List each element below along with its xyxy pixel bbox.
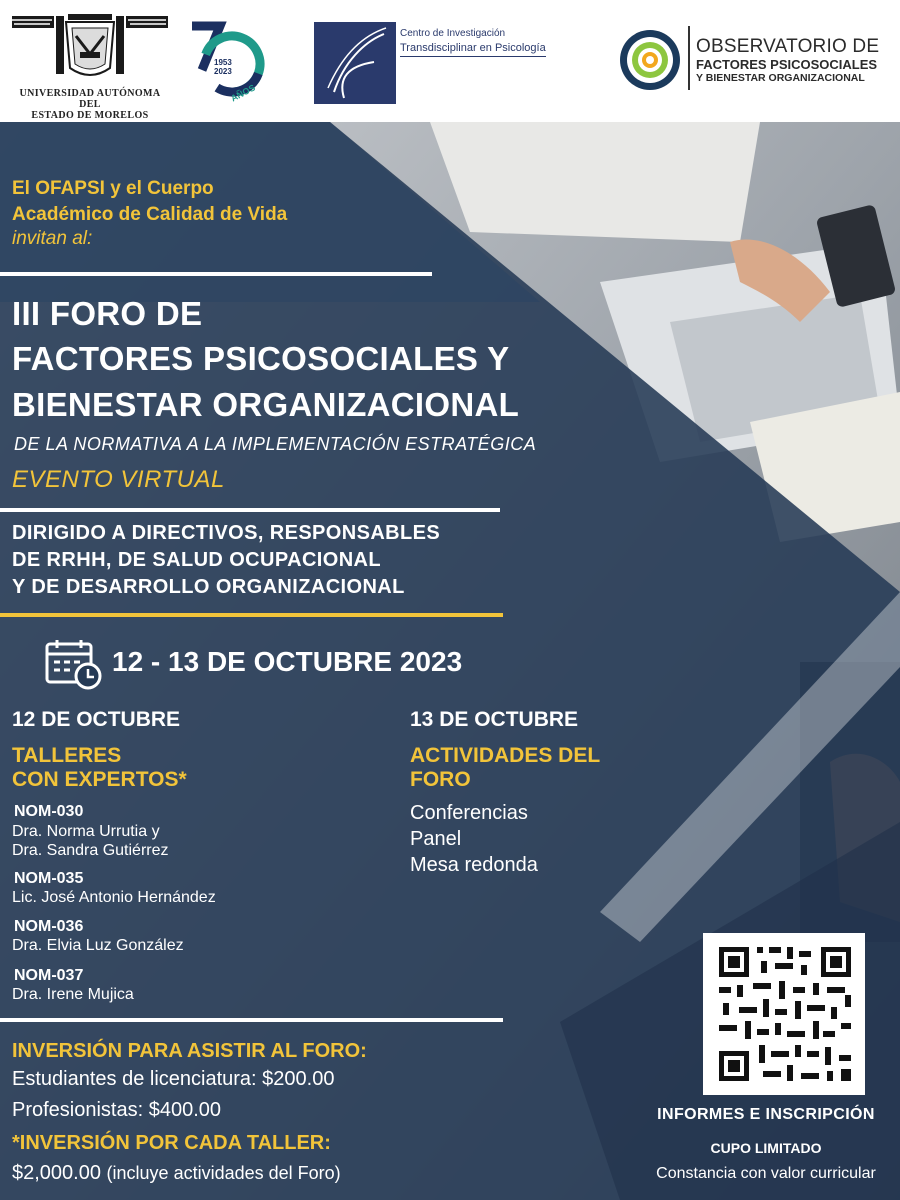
event-subtitle: DE LA NORMATIVA A LA IMPLEMENTACIÓN ESTRATÉGICA <box>14 434 537 454</box>
day1-heading-line1: TALLERES <box>12 744 122 767</box>
day2-heading <box>410 744 600 792</box>
qr-code[interactable] <box>703 933 865 1095</box>
citp-logo <box>314 22 584 104</box>
day2-heading-line1: ACTIVIDADES DEL <box>410 744 601 767</box>
workshop-code: NOM-036 <box>14 918 84 935</box>
citp-name-line2: Transdisciplinar en Psicología <box>400 42 546 57</box>
calendar-clock-icon <box>44 638 104 690</box>
workshop-price-note: (incluye actividades del Foro) <box>106 1163 341 1183</box>
certificate-note: Constancia con valor curricular <box>656 1165 876 1182</box>
event-dates: 12 - 13 DE OCTUBRE 2023 <box>112 646 463 677</box>
activity-item: Mesa redonda <box>410 854 538 876</box>
uaem-name-line1: UNIVERSIDAD AUTÓNOMA DEL <box>19 88 161 110</box>
workshop-speaker: Dra. Elvia Luz González <box>12 937 184 954</box>
header-logos <box>0 0 900 122</box>
registration-heading: INFORMES E INSCRIPCIÓN <box>657 1106 875 1123</box>
activity-item: Panel <box>410 828 462 850</box>
day2-heading-line2: FORO <box>410 768 471 791</box>
intro-text <box>12 176 287 228</box>
ofapsi-name-line3: Y BIENESTAR ORGANIZACIONAL <box>696 72 865 84</box>
title-line1: III FORO DE <box>12 295 203 332</box>
workshop-speaker: Lic. José Antonio Hernández <box>12 889 216 906</box>
intro-line1: El OFAPSI y el Cuerpo <box>12 178 214 199</box>
event-mode: EVENTO VIRTUAL <box>12 466 225 493</box>
limited-capacity: CUPO LIMITADO <box>710 1140 822 1156</box>
qr-code-icon <box>703 933 865 1095</box>
divider-audience <box>0 613 503 617</box>
uaem-logo <box>10 8 170 121</box>
student-price: Estudiantes de licenciatura: $200.00 <box>12 1068 335 1090</box>
anniversary-end-year: 2023 <box>214 67 232 76</box>
professional-price: Profesionistas: $400.00 <box>12 1099 222 1121</box>
speaker-line: Dra. Sandra Gutiérrez <box>12 842 169 859</box>
title-line2: FACTORES PSICOSOCIALES Y <box>12 340 510 377</box>
divider-pricing <box>0 1018 503 1022</box>
day2-date: 13 DE OCTUBRE <box>410 708 579 731</box>
divider-top <box>0 272 432 276</box>
day1-date: 12 DE OCTUBRE <box>12 708 181 731</box>
uaem-crest-icon <box>10 8 170 86</box>
intro-invite: invitan al: <box>12 228 93 249</box>
workshop-price-heading: *INVERSIÓN POR CADA TALLER: <box>12 1132 331 1154</box>
uaem-name-line2: ESTADO DE MORELOS <box>31 110 149 121</box>
citp-logo-icon <box>314 22 396 104</box>
forum-price-heading: INVERSIÓN PARA ASISTIR AL FORO: <box>12 1040 367 1062</box>
workshop-code: NOM-030 <box>14 803 84 820</box>
workshop-speaker: Dra. Irene Mujica <box>12 986 134 1003</box>
workshop-price-line <box>12 1162 341 1185</box>
ofapsi-logo-icon <box>616 26 684 94</box>
divider-mode <box>0 508 500 512</box>
day1-heading <box>12 744 187 792</box>
intro-line2: Académico de Calidad de Vida <box>12 204 288 225</box>
ofapsi-name-line2: FACTORES PSICOSOCIALES <box>696 57 878 72</box>
workshop-speaker <box>12 822 169 860</box>
workshop-code: NOM-037 <box>14 967 84 984</box>
citp-name-line1: Centro de Investigación <box>400 28 506 39</box>
speaker-line: Dra. Norma Urrutia y <box>12 823 160 840</box>
audience-line2: DE RRHH, DE SALUD OCUPACIONAL <box>12 549 382 571</box>
activity-item: Conferencias <box>410 802 528 824</box>
audience-line1: DIRIGIDO A DIRECTIVOS, RESPONSABLES <box>12 522 441 544</box>
anniversary-start-year: 1953 <box>214 58 232 67</box>
anniversary-logo <box>186 18 266 108</box>
ofapsi-logo <box>616 26 896 96</box>
title-line3: BIENESTAR ORGANIZACIONAL <box>12 386 520 423</box>
ofapsi-name-line1: OBSERVATORIO DE <box>696 36 880 57</box>
audience-line3: Y DE DESARROLLO ORGANIZACIONAL <box>12 576 405 598</box>
workshop-code: NOM-035 <box>14 870 84 887</box>
ofapsi-separator <box>688 26 690 90</box>
anniversary-label: AÑOS <box>229 82 257 104</box>
day1-heading-line2: CON EXPERTOS* <box>12 768 187 791</box>
workshop-price: $2,000.00 <box>12 1162 101 1184</box>
